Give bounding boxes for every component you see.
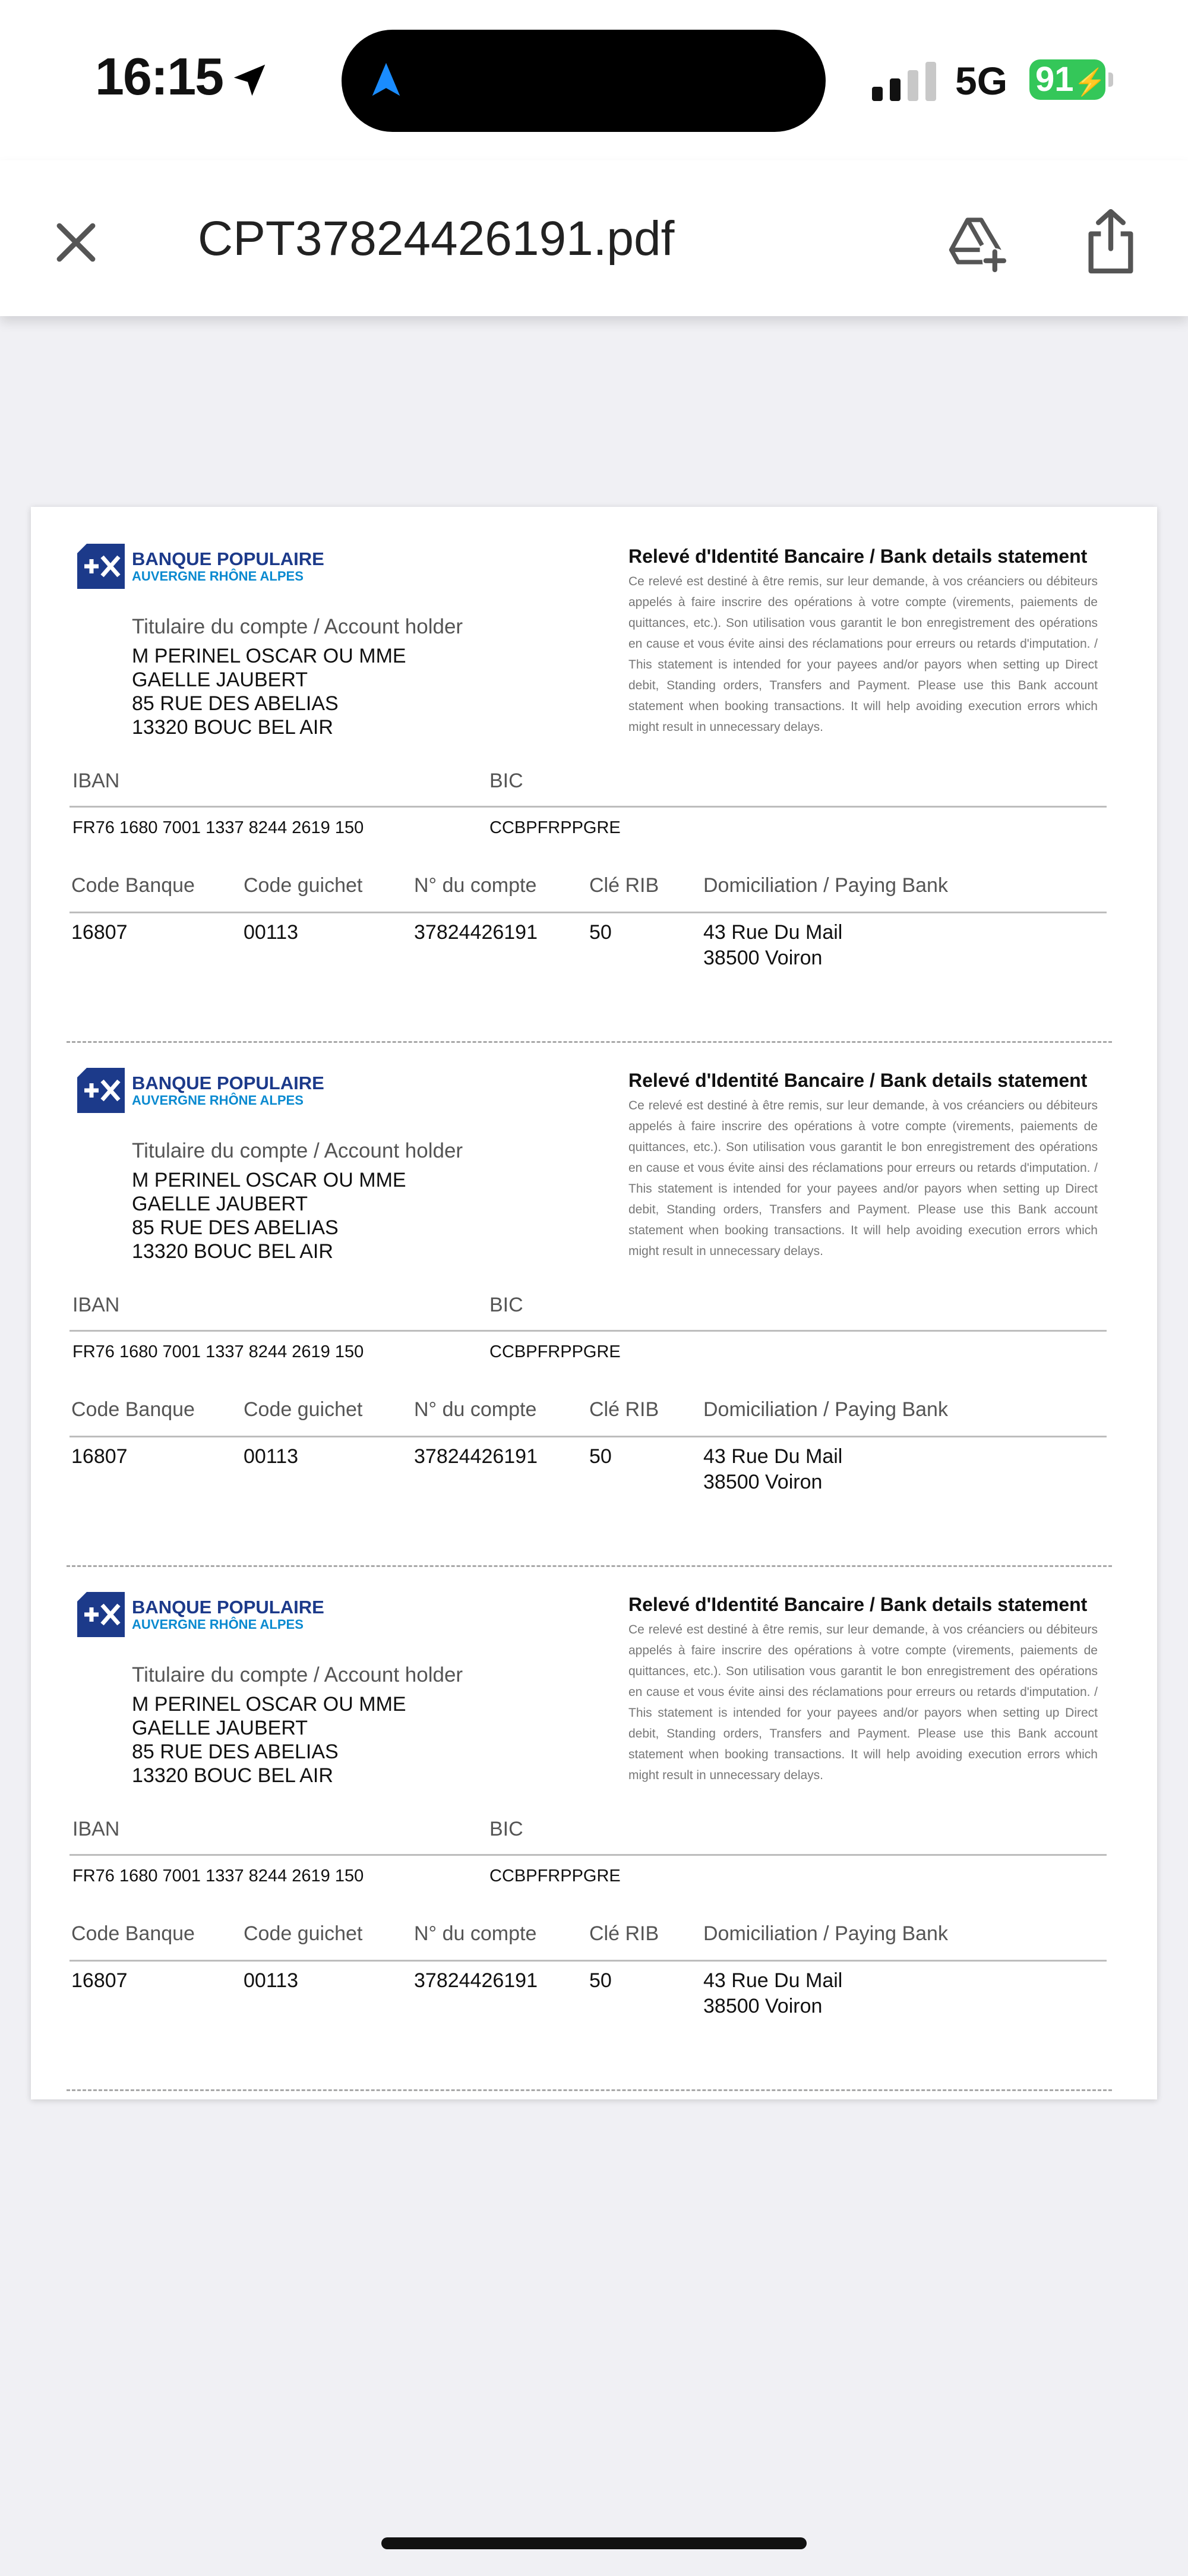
- holder-line: 13320 BOUC BEL AIR: [132, 1764, 333, 1787]
- domiciliation-label: Domiciliation / Paying Bank: [703, 1398, 948, 1421]
- bank-logo: [77, 1591, 327, 1638]
- bank-name: BANQUE POPULAIRE: [132, 1597, 324, 1618]
- battery-icon: 91⚡: [1029, 59, 1105, 100]
- compte-label: N° du compte: [414, 1922, 537, 1945]
- code-guichet-label: Code guichet: [244, 1922, 363, 1945]
- domiciliation-label: Domiciliation / Paying Bank: [703, 1922, 948, 1945]
- navigation-arrow-icon: [365, 59, 407, 101]
- holder-line: 85 RUE DES ABELIAS: [132, 1216, 339, 1239]
- share-icon[interactable]: [1081, 206, 1140, 277]
- bank-logo: [77, 543, 327, 590]
- cellular-signal-icon: [872, 59, 937, 101]
- code-banque-value: 16807: [71, 1445, 128, 1468]
- holder-line: GAELLE JAUBERT: [132, 1717, 308, 1739]
- code-banque-value: 16807: [71, 1969, 128, 1992]
- cle-rib-label: Clé RIB: [589, 874, 659, 897]
- holder-label: Titulaire du compte / Account holder: [132, 1139, 463, 1162]
- holder-line: GAELLE JAUBERT: [132, 669, 308, 691]
- cle-rib-label: Clé RIB: [589, 1922, 659, 1945]
- rib-block: [31, 507, 1157, 1030]
- code-guichet-label: Code guichet: [244, 874, 363, 897]
- rib-block: [31, 1555, 1157, 2078]
- bank-region: AUVERGNE RHÔNE ALPES: [132, 1093, 304, 1108]
- drive-add-icon[interactable]: [944, 210, 1010, 276]
- cle-rib-label: Clé RIB: [589, 1398, 659, 1421]
- rib-description: Ce relevé est destiné à être remis, sur leur demande, à vos créanciers ou débiteurs appelés à faire inscrire des opérations à votre compte (virements, paiements de quittances, etc.). Son utilisation vous garantit le bon enregistrement des opérations en cause et vous évite ainsi des réclamations pour erreurs ou retards d'imputation. / This statement is intended for your payees and/or payors when setting up Direct debit, Standing orders, Transfers and Payment. Please use this Bank account statement when booking transactions. It will help avoiding execution errors which might result in unnecessary delays.: [628, 1099, 1098, 1258]
- file-name: CPT37824426191.pdf: [198, 212, 675, 266]
- rib-block: [31, 1031, 1157, 1554]
- holder-line: M PERINEL OSCAR OU MME: [132, 645, 406, 667]
- pdf-page: [31, 507, 1157, 2099]
- domiciliation-value: 43 Rue Du Mail: [703, 921, 843, 944]
- iban-label: IBAN: [72, 1294, 120, 1316]
- holder-label: Titulaire du compte / Account holder: [132, 1663, 463, 1686]
- cle-rib-value: 50: [589, 1445, 612, 1468]
- compte-value: 37824426191: [414, 921, 538, 944]
- bank-logo: [77, 1067, 327, 1114]
- code-banque-value: 16807: [71, 921, 128, 944]
- rib-title: Relevé d'Identité Bancaire / Bank details statement: [628, 1594, 1088, 1615]
- holder-line: 85 RUE DES ABELIAS: [132, 1741, 339, 1763]
- divider: [69, 1436, 1107, 1437]
- domiciliation-value: 38500 Voiron: [703, 947, 823, 969]
- divider: [69, 1960, 1107, 1962]
- battery-level: 91: [1035, 60, 1074, 99]
- rib-description: Ce relevé est destiné à être remis, sur leur demande, à vos créanciers ou débiteurs appelés à faire inscrire des opérations à votre compte (virements, paiements de quittances, etc.). Son utilisation vous garantit le bon enregistrement des opérations en cause et vous évite ainsi des réclamations pour erreurs ou retards d'imputation. / This statement is intended for your payees and/or payors when setting up Direct debit, Standing orders, Transfers and Payment. Please use this Bank account statement when booking transactions. It will help avoiding execution errors which might result in unnecessary delays.: [628, 1623, 1098, 1782]
- code-guichet-label: Code guichet: [244, 1398, 363, 1421]
- cle-rib-value: 50: [589, 1969, 612, 1992]
- compte-value: 37824426191: [414, 1445, 538, 1468]
- domiciliation-value: 43 Rue Du Mail: [703, 1445, 843, 1468]
- compte-label: N° du compte: [414, 874, 537, 897]
- cle-rib-value: 50: [589, 921, 612, 944]
- code-guichet-value: 00113: [244, 1969, 299, 1992]
- pdf-toolbar: [0, 160, 1188, 316]
- bank-logo-icon: [77, 1068, 125, 1113]
- code-guichet-value: 00113: [244, 1445, 299, 1468]
- bic-label: BIC: [489, 1294, 523, 1316]
- code-banque-label: Code Banque: [71, 1922, 195, 1945]
- location-arrow-icon: [229, 59, 270, 101]
- bic-value: CCBPFRPPGRE: [489, 1342, 621, 1361]
- iban-value: FR76 1680 7001 1337 8244 2619 150: [72, 1866, 364, 1886]
- divider: [69, 1330, 1107, 1332]
- code-banque-label: Code Banque: [71, 1398, 195, 1421]
- status-time: 16:15: [95, 47, 223, 106]
- bank-name: BANQUE POPULAIRE: [132, 548, 324, 569]
- rib-description: Ce relevé est destiné à être remis, sur leur demande, à vos créanciers ou débiteurs appelés à faire inscrire des opérations à votre compte (virements, paiements de quittances, etc.). Son utilisation vous garantit le bon enregistrement des opérations en cause et vous évite ainsi des réclamations pour erreurs ou retards d'imputation. / This statement is intended for your payees and/or payors when setting up Direct debit, Standing orders, Transfers and Payment. Please use this Bank account statement when booking transactions. It will help avoiding execution errors which might result in unnecessary delays.: [628, 575, 1098, 734]
- divider: [69, 806, 1107, 808]
- rib-title: Relevé d'Identité Bancaire / Bank details statement: [628, 1070, 1088, 1091]
- domiciliation-value: 38500 Voiron: [703, 1995, 823, 2017]
- iban-value: FR76 1680 7001 1337 8244 2619 150: [72, 1342, 364, 1361]
- holder-line: GAELLE JAUBERT: [132, 1193, 308, 1215]
- iban-label: IBAN: [72, 770, 120, 792]
- divider: [69, 912, 1107, 913]
- bic-label: BIC: [489, 770, 523, 792]
- code-guichet-value: 00113: [244, 921, 299, 944]
- holder-line: M PERINEL OSCAR OU MME: [132, 1693, 406, 1716]
- holder-line: 13320 BOUC BEL AIR: [132, 1240, 333, 1263]
- holder-label: Titulaire du compte / Account holder: [132, 615, 463, 638]
- bic-value: CCBPFRPPGRE: [489, 1866, 621, 1886]
- bank-name: BANQUE POPULAIRE: [132, 1073, 324, 1093]
- domiciliation-label: Domiciliation / Paying Bank: [703, 874, 948, 897]
- domiciliation-value: 38500 Voiron: [703, 1471, 823, 1493]
- network-type: 5G: [955, 59, 1008, 103]
- bic-value: CCBPFRPPGRE: [489, 818, 621, 837]
- divider: [69, 1854, 1107, 1856]
- cut-line: [67, 2089, 1112, 2091]
- holder-line: 85 RUE DES ABELIAS: [132, 692, 339, 715]
- status-bar: [0, 0, 1188, 160]
- domiciliation-value: 43 Rue Du Mail: [703, 1969, 843, 1992]
- bic-label: BIC: [489, 1818, 523, 1840]
- bank-logo-icon: [77, 1592, 125, 1637]
- holder-line: M PERINEL OSCAR OU MME: [132, 1169, 406, 1191]
- battery-cap: [1108, 72, 1113, 87]
- rib-title: Relevé d'Identité Bancaire / Bank details statement: [628, 546, 1088, 567]
- dynamic-island: [342, 30, 826, 132]
- iban-label: IBAN: [72, 1818, 120, 1840]
- bank-region: AUVERGNE RHÔNE ALPES: [132, 1617, 304, 1632]
- iban-value: FR76 1680 7001 1337 8244 2619 150: [72, 818, 364, 837]
- holder-line: 13320 BOUC BEL AIR: [132, 716, 333, 739]
- close-icon[interactable]: [48, 214, 105, 271]
- compte-label: N° du compte: [414, 1398, 537, 1421]
- bank-region: AUVERGNE RHÔNE ALPES: [132, 569, 304, 584]
- bank-logo-icon: [77, 544, 125, 589]
- code-banque-label: Code Banque: [71, 874, 195, 897]
- home-indicator[interactable]: [381, 2537, 807, 2549]
- compte-value: 37824426191: [414, 1969, 538, 1992]
